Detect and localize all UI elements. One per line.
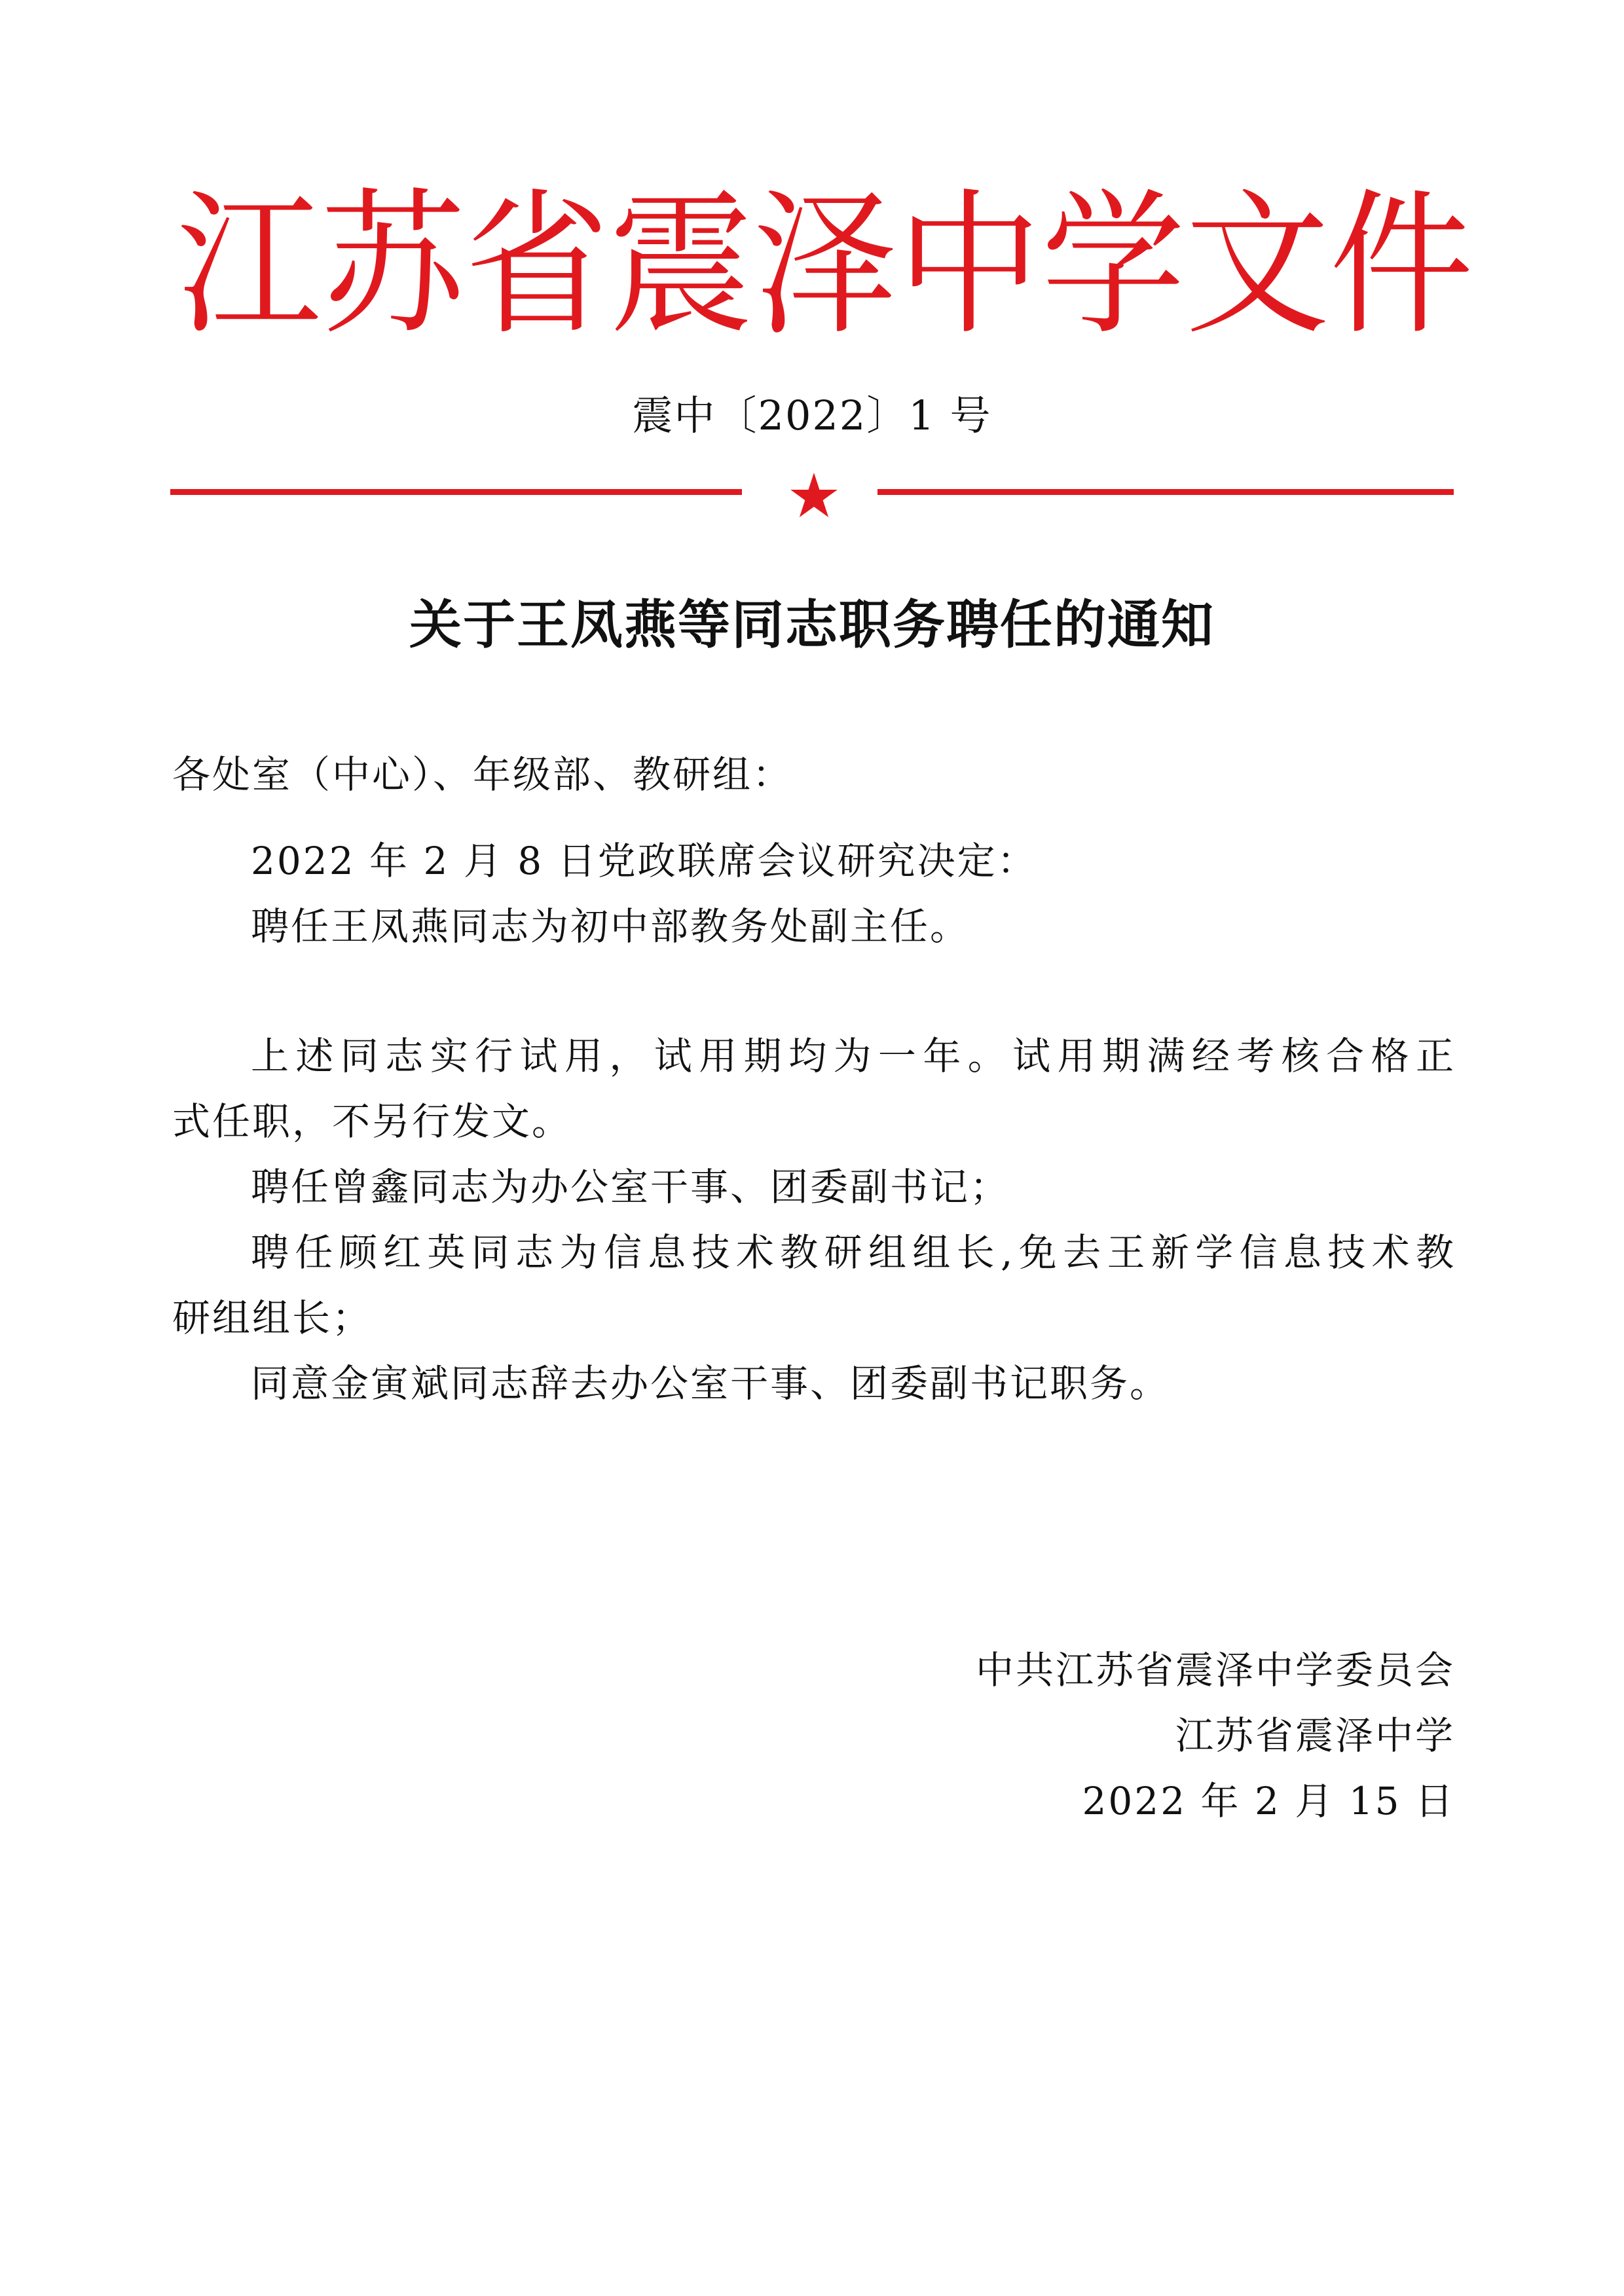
notice-title: 关于王凤燕等同志职务聘任的通知 [409, 594, 1215, 655]
header-char: 震 [609, 174, 754, 356]
body-line: 研组组长； [172, 1296, 373, 1340]
body-line: 上述同志实行试用，试用期均为一年。试用期满经考核合格正 [251, 1034, 1456, 1078]
star-icon [790, 473, 838, 517]
header-char: 学 [1041, 174, 1186, 356]
body-line: 式任职，不另行发文。 [172, 1099, 572, 1144]
header-char: 省 [465, 174, 610, 356]
red-divider-right [877, 489, 1454, 495]
recipients-line: 各处室（中心）、年级部、教研组： [172, 752, 793, 797]
signature-org-party: 中共江苏省震泽中学委员会 [975, 1648, 1455, 1692]
body-line: 聘任顾红英同志为信息技术教研组组长,免去王新学信息技术教 [251, 1230, 1456, 1275]
red-divider-left [170, 489, 742, 495]
body-line: 同意金寅斌同志辞去办公室干事、团委副书记职务。 [251, 1361, 1170, 1406]
header-char: 苏 [321, 174, 466, 356]
header-char: 泽 [753, 174, 898, 356]
body-line: 聘任曾鑫同志为办公室干事、团委副书记； [251, 1165, 1010, 1209]
signature-org-school: 江苏省震泽中学 [1175, 1713, 1455, 1758]
document-number: 震中〔2022〕1 号 [632, 392, 992, 439]
body-line: 2022 年 2 月 8 日党政联席会议研究决定： [251, 839, 1037, 883]
body-line: 聘任王凤燕同志为初中部教务处副主任。 [251, 904, 970, 949]
document-header-title [177, 149, 1474, 382]
signature-date: 2022 年 2 月 15 日 [1082, 1779, 1455, 1823]
header-char: 中 [897, 174, 1042, 356]
header-char: 江 [177, 174, 322, 356]
header-char: 件 [1329, 174, 1474, 356]
header-char: 文 [1185, 174, 1330, 356]
